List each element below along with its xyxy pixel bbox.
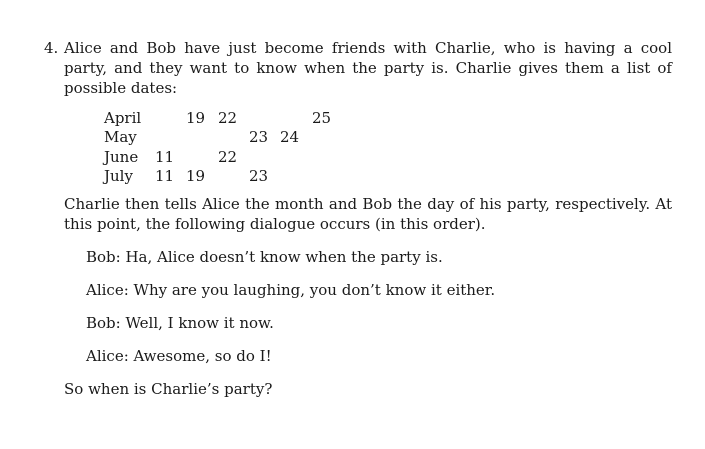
day-april-19: 19 xyxy=(186,109,206,127)
month-june: June xyxy=(104,148,139,166)
day-july-19: 19 xyxy=(186,167,206,185)
month-april: April xyxy=(104,109,142,127)
day-june-11: 11 xyxy=(155,148,175,166)
problem-question: So when is Charlie’s party? xyxy=(64,380,273,398)
dialogue xyxy=(44,247,672,366)
problem xyxy=(44,38,672,399)
day-may-24: 24 xyxy=(280,128,300,146)
day-june-22: 22 xyxy=(218,148,238,166)
dates-table xyxy=(104,108,672,188)
dialogue-line-alice-2: Alice: Awesome, so do I! xyxy=(86,347,272,365)
dialogue-line-bob-2: Bob: Well, I know it now. xyxy=(86,314,274,332)
problem-intro: Alice and Bob have just become friends with Charlie, who is having a cool party, and they want to know when the party is. Charlie gives them a list of possible dates: xyxy=(64,39,672,97)
day-may-23: 23 xyxy=(249,128,269,146)
day-july-23: 23 xyxy=(249,167,269,185)
day-april-25: 25 xyxy=(312,109,332,127)
day-july-11: 11 xyxy=(155,167,175,185)
problem-setup: Charlie then tells Alice the month and Bob the day of his party, respectively. At this point, the following dialogue occurs (in this order). xyxy=(64,195,672,233)
month-july: July xyxy=(104,167,133,185)
problem-number: 4. xyxy=(44,39,59,57)
dialogue-line-bob-1: Bob: Ha, Alice doesn’t know when the party is. xyxy=(86,248,443,266)
dialogue-line-alice-1: Alice: Why are you laughing, you don’t know it either. xyxy=(86,281,496,299)
month-may: May xyxy=(104,128,137,146)
day-april-22: 22 xyxy=(218,109,238,127)
